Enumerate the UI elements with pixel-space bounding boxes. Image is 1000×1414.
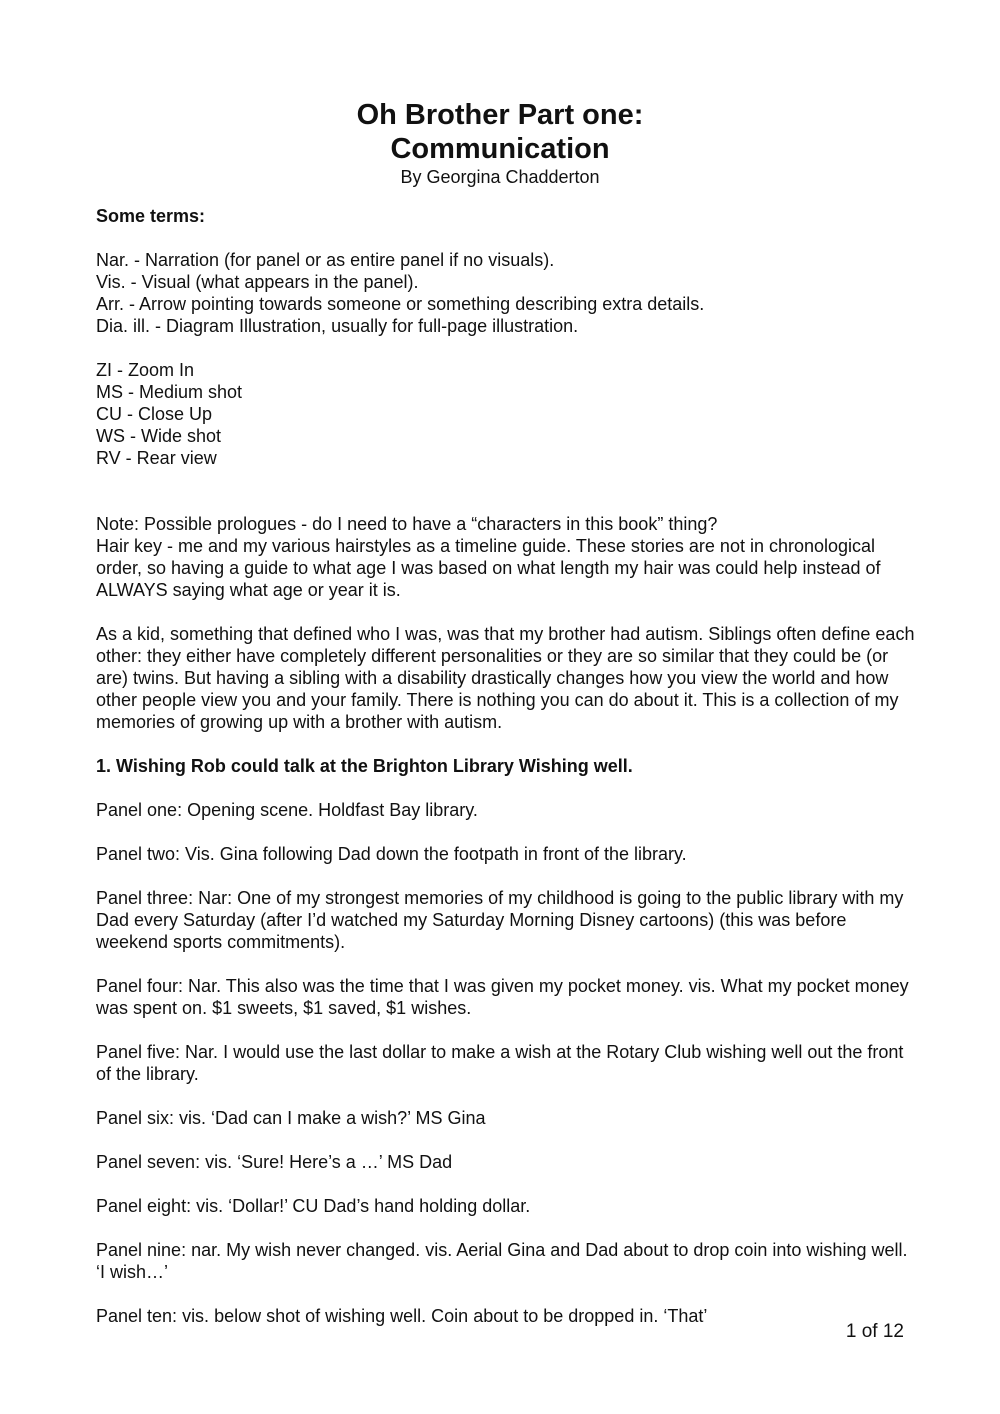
panel-paragraph: Panel three: Nar: One of my strongest memories of my childhood is going to the public library with my Dad every Saturday (after I’d watched my Saturday Morning Disney cartoons) (this was before weekend sports commitments).: [96, 888, 904, 952]
document-body: [96, 205, 916, 1327]
panel-paragraph: Panel two: Vis. Gina following Dad down the footpath in front of the library.: [96, 844, 687, 864]
panel-paragraph: Panel nine: nar. My wish never changed. vis. Aerial Gina and Dad about to drop coin into wishing well. ‘I wish…’: [96, 1240, 908, 1282]
shot-item: ZI - Zoom In: [96, 360, 195, 380]
term-item: Nar. - Narration (for panel or as entire panel if no visuals).: [96, 250, 555, 270]
title-block: [0, 98, 1000, 188]
note-line: Note: Possible prologues - do I need to have a “characters in this book” thing?: [96, 514, 718, 534]
intro-paragraph: As a kid, something that defined who I was, was that my brother had autism. Siblings often define each other: they either have completely different personalities or they are so similar that they could be (or are) twins. But having a sibling with a disability drastically changes how you view the world and how other people view you and your family. There is nothing you can do about it. This is a collection of my memories of growing up with a brother with autism.: [96, 624, 915, 732]
terms-heading: Some terms:: [96, 206, 206, 226]
document-title-line-1: Oh Brother Part one:: [356, 99, 644, 131]
page-number: 1 of 12: [845, 1321, 904, 1342]
term-item: Arr. - Arrow pointing towards someone or something describing extra details.: [96, 294, 705, 314]
panel-paragraph: Panel four: Nar. This also was the time that I was given my pocket money. vis. What my pocket money was spent on. $1 sweets, $1 saved, $1 wishes.: [96, 976, 909, 1018]
panel-paragraph: Panel eight: vis. ‘Dollar!’ CU Dad’s hand holding dollar.: [96, 1196, 531, 1216]
section-heading: 1. Wishing Rob could talk at the Brighton Library Wishing well.: [96, 756, 633, 776]
panel-paragraph: Panel five: Nar. I would use the last dollar to make a wish at the Rotary Club wishing well out the front of the library.: [96, 1042, 904, 1084]
term-item: Vis. - Visual (what appears in the panel).: [96, 272, 419, 292]
document-author: By Georgina Chadderton: [400, 167, 600, 187]
hair-key-paragraph: Hair key - me and my various hairstyles as a timeline guide. These stories are not in chronological order, so having a guide to what age I was based on what length my hair was could help instead of ALWAYS saying what age or year it is.: [96, 536, 881, 600]
shot-item: RV - Rear view: [96, 448, 217, 468]
shot-item: MS - Medium shot: [96, 382, 243, 402]
term-item: Dia. ill. - Diagram Illustration, usually for full-page illustration.: [96, 316, 579, 336]
shot-item: CU - Close Up: [96, 404, 213, 424]
panel-paragraph: Panel ten: vis. below shot of wishing well. Coin about to be dropped in. ‘That’: [96, 1306, 708, 1326]
shot-item: WS - Wide shot: [96, 426, 222, 446]
panel-paragraph: Panel one: Opening scene. Holdfast Bay library.: [96, 800, 478, 820]
panel-paragraph: Panel six: vis. ‘Dad can I make a wish?’ MS Gina: [96, 1108, 486, 1128]
panel-paragraph: Panel seven: vis. ‘Sure! Here’s a …’ MS Dad: [96, 1152, 453, 1172]
document-title-line-2: Communication: [390, 133, 610, 165]
